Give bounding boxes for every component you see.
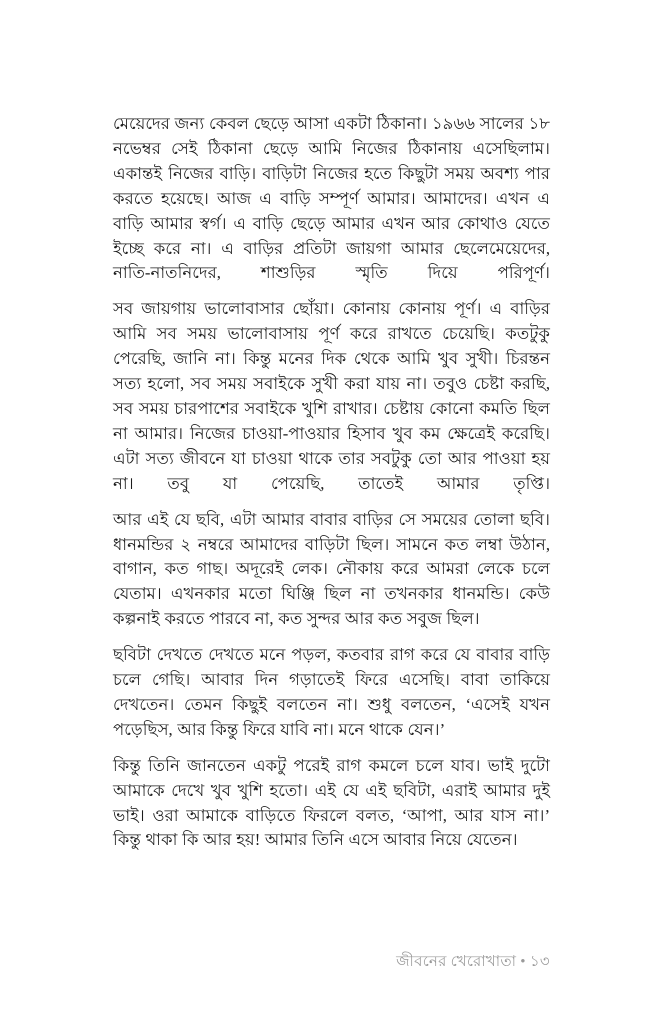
body-paragraph-5: কিন্তু তিনি জানতেন একটু পরেই রাগ কমলে চলে যাব। ভাই দুটো আমাকে দেখে খুব খুশি হতো। এই যে এই ছবিটা, এরাই আমার দুই ভাই। ওরা আমাকে বাড়িতে ফিরলে বলত, ‘আপা, আর যাস না।’ কিন্তু থাকা কি আর হয়! আমার তিনি এসে আবার নিয়ে যেতেন। — [113, 755, 550, 850]
body-paragraph-1: মেয়েদের জন্য কেবল ছেড়ে আসা একটা ঠিকানা। ১৯৬৬ সালের ১৮ নভেম্বর সেই ঠিকানা ছেড়ে আমি নিজের ঠিকানায় এসেছিলাম। একান্তই নিজের বাড়ি। বাড়িটা নিজের হতে কিছুটা সময় অবশ্য পার করতে হয়েছে। আজ এ বাড়ি সম্পূর্ণ আমার। আমাদের। এখন এ বাড়ি আমার স্বর্গ। এ বাড়ি ছেড়ে আমার এখন আর কোথাও যেতে ইচ্ছে করে না। এ বাড়ির প্রতিটা জায়গা আমার ছেলেমেয়েদের, নাতি-নাতনিদের, শাশুড়ির স্মৃতি দিয়ে পরিপূর্ণ। — [113, 114, 550, 283]
body-paragraph-2: সব জায়গায় ভালোবাসার ছোঁয়া। কোনায় কোনায় পূর্ণ। এ বাড়ির আমি সব সময় ভালোবাসায় পূর্ণ করে রাখতে চেয়েছি। কতটুকু পেরেছি, জানি না। কিন্তু মনের দিক থেকে আমি খুব সুখী। চিরন্তন সত্য হলো, সব সময় সবাইকে সুখী করা যায় না। তবুও চেষ্টা করছি, সব সময় চারপাশের সবাইকে খুশি রাখার। চেষ্টায় কোনো কমতি ছিল না আমার। নিজের চাওয়া-পাওয়ার হিসাব খুব কম ক্ষেত্রেই করেছি। এটা সত্য জীবনে যা চাওয়া থাকে তার সবটুকু তো আর পাওয়া হয় না। তবু যা পেয়েছি, তাতেই আমার তৃপ্তি। — [113, 299, 550, 493]
page-text-column — [113, 112, 550, 864]
body-paragraph-4: ছবিটা দেখতে দেখতে মনে পড়ল, কতবার রাগ করে যে বাবার বাড়ি চলে গেছি। আবার দিন গড়াতেই ফিরে এসেছি। বাবা তাকিয়ে দেখতেন। তেমন কিছুই বলতেন না। শুধু বলতেন, ‘এসেই যখন পড়েছিস, আর কিন্তু ফিরে যাবি না। মনে থাকে যেন।’ — [113, 645, 550, 739]
page-footer: জীবনের খেরোখাতা • ১৩ — [396, 954, 550, 970]
body-paragraph-3: আর এই যে ছবি, এটা আমার বাবার বাড়ির সে সময়ের তোলা ছবি। ধানমন্ডির ২ নম্বরে আমাদের বাড়িটা ছিল। সামনে কত লম্বা উঠান, বাগান, কত গাছ। অদূরেই লেক। নৌকায় করে আমরা লেকে চলে যেতাম। এখনকার মতো ঘিঞ্জি ছিল না তখনকার ধানমন্ডি। কেউ কল্পনাই করতে পারবে না, কত সুন্দর আর কত সবুজ ছিল। — [113, 509, 550, 629]
